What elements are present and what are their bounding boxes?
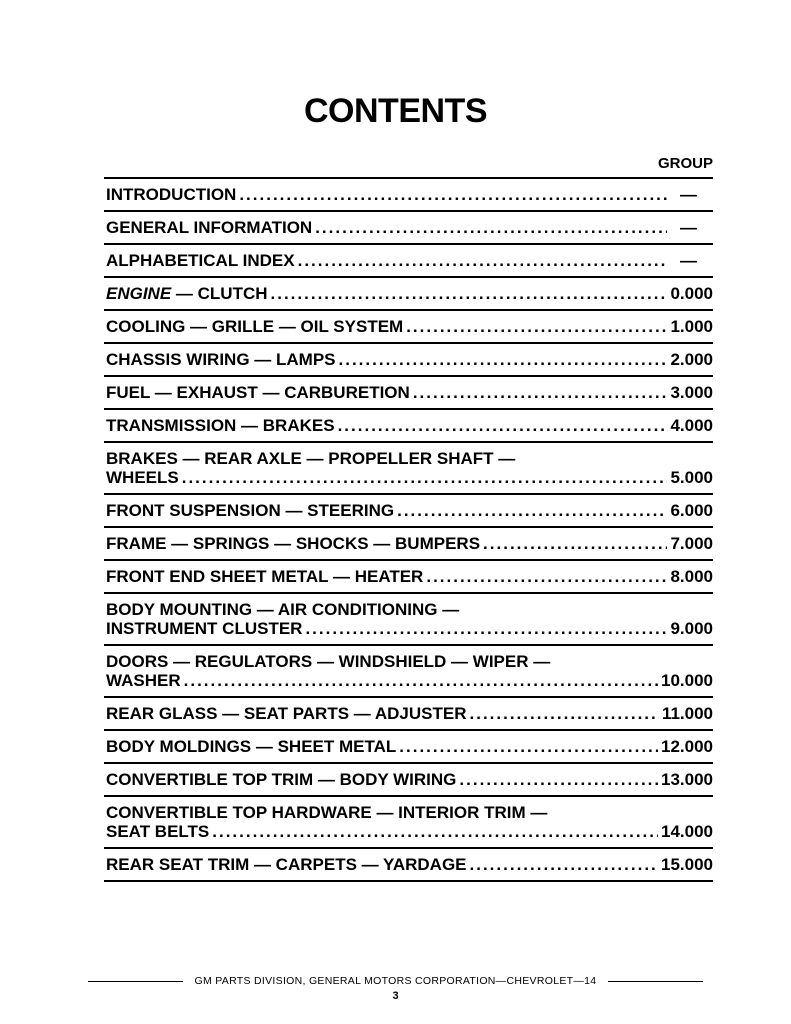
toc-entry-row: [106, 317, 713, 336]
toc-entry-group-number: 4.000: [670, 416, 713, 435]
toc-entry-group-number: 6.000: [670, 501, 713, 520]
toc-entry[interactable]: [104, 443, 713, 495]
toc-entry-row: [106, 501, 713, 520]
toc-entry-label-text: CHASSIS WIRING — LAMPS: [106, 350, 336, 369]
toc-entry-label-text: TRANSMISSION — BRAKES: [106, 416, 335, 435]
toc-entry-label: [106, 770, 456, 789]
toc-entry-group-number: 12.000: [661, 737, 713, 756]
toc-entry-group-number: 2.000: [670, 350, 713, 369]
toc-entry-row: [106, 770, 713, 789]
toc-entry-group-number: —: [680, 251, 697, 270]
toc-entry-group-number: 0.000: [670, 284, 713, 303]
dot-leader: [315, 218, 667, 237]
toc-entry-row: [106, 567, 713, 586]
toc-entry-label: [106, 218, 312, 237]
toc-entry-label: [106, 350, 336, 369]
toc-entry[interactable]: [104, 561, 713, 594]
dot-leader: [298, 251, 667, 270]
dot-leader: [470, 855, 658, 874]
toc-entry-row: [106, 251, 713, 270]
toc-entry-label-text: FRONT END SHEET METAL — HEATER: [106, 567, 424, 586]
toc-entry-label-text: INSTRUMENT CLUSTER: [106, 619, 303, 638]
toc-entry-label-text: FRAME — SPRINGS — SHOCKS — BUMPERS: [106, 534, 481, 553]
toc-entry-label-text: CONVERTIBLE TOP TRIM — BODY WIRING: [106, 770, 457, 789]
toc-entry-row: [106, 822, 713, 841]
toc-entry-title-line: BODY MOUNTING — AIR CONDITIONING —: [106, 600, 460, 619]
footer-rule-right: [608, 981, 703, 982]
toc-entry-label-text: WHEELS: [106, 468, 179, 487]
toc-entry-row: [106, 284, 713, 303]
toc-entry-group-number: 1.000: [670, 317, 713, 336]
table-of-contents: [104, 177, 713, 882]
toc-entry-label-text: FRONT SUSPENSION — STEERING: [106, 501, 395, 520]
toc-entry-label: [106, 619, 302, 638]
dot-leader: [239, 185, 667, 204]
toc-entry-label-text: REAR SEAT TRIM — CARPETS — YARDAGE: [106, 855, 467, 874]
dot-leader: [397, 501, 667, 520]
footer-rule-left: [88, 981, 183, 982]
toc-entry-label: [106, 822, 209, 841]
toc-entry-label: [106, 534, 480, 553]
toc-entry-label: [106, 468, 179, 487]
toc-entry-label-text: FUEL — EXHAUST — CARBURETION: [106, 383, 410, 402]
toc-entry-label-text: WASHER: [106, 671, 181, 690]
toc-entry-title-line: DOORS — REGULATORS — WINDSHIELD — WIPER —: [106, 652, 551, 671]
dot-leader: [339, 350, 668, 369]
toc-entry-label: [106, 737, 396, 756]
page-number: 3: [392, 990, 399, 1002]
toc-entry-label: [106, 704, 467, 723]
toc-entry[interactable]: [104, 344, 713, 377]
toc-entry-title-line: BRAKES — REAR AXLE — PROPELLER SHAFT —: [106, 449, 516, 468]
toc-entry-label-text: BODY MOLDINGS — SHEET METAL: [106, 737, 397, 756]
toc-entry-row: [106, 737, 713, 756]
toc-entry[interactable]: [104, 646, 713, 698]
toc-entry[interactable]: [104, 212, 713, 245]
toc-entry-row: [106, 534, 713, 553]
toc-entry-row: [106, 185, 713, 204]
toc-entry-group-number: 3.000: [670, 383, 713, 402]
toc-entry-label-text: — CLUTCH: [171, 284, 268, 303]
toc-entry-label: [106, 501, 394, 520]
group-column-header: GROUP: [657, 155, 713, 172]
toc-entry-label: [106, 383, 410, 402]
toc-entry-group-number: 15.000: [661, 855, 713, 874]
toc-entry-group-number: 7.000: [670, 534, 713, 553]
dot-leader: [470, 704, 659, 723]
toc-entry[interactable]: [104, 179, 713, 212]
toc-entry[interactable]: [104, 731, 713, 764]
toc-entry[interactable]: [104, 698, 713, 731]
toc-entry-label: [106, 284, 268, 303]
toc-entry-group-number: —: [680, 218, 697, 237]
toc-entry-row: [106, 350, 713, 369]
dot-leader: [399, 737, 658, 756]
toc-entry-row: [106, 619, 713, 638]
toc-entry-label: [106, 671, 181, 690]
toc-entry-group-number: 11.000: [661, 704, 713, 723]
toc-entry[interactable]: [104, 311, 713, 344]
toc-entry-row: [106, 218, 713, 237]
footer-text: GM PARTS DIVISION, GENERAL MOTORS CORPORATION—CHEVROLET—14: [194, 975, 597, 987]
dot-leader: [459, 770, 658, 789]
toc-entry-label: [106, 855, 467, 874]
toc-entry[interactable]: [104, 528, 713, 561]
toc-entry-title-line: CONVERTIBLE TOP HARDWARE — INTERIOR TRIM —: [106, 803, 548, 822]
toc-entry-label: [106, 185, 236, 204]
toc-entry-row: [106, 383, 713, 402]
toc-entry[interactable]: [104, 377, 713, 410]
toc-entry-label: [106, 416, 335, 435]
dot-leader: [271, 284, 668, 303]
toc-entry-label-text: INTRODUCTION: [106, 185, 237, 204]
toc-entry-label-text: GENERAL INFORMATION: [106, 218, 313, 237]
toc-entry-group-number: 14.000: [661, 822, 713, 841]
toc-entry-label: [106, 317, 403, 336]
toc-entry[interactable]: [104, 278, 713, 311]
dot-leader: [483, 534, 667, 553]
dot-leader: [426, 567, 667, 586]
dot-leader: [305, 619, 667, 638]
toc-entry-group-number: 8.000: [670, 567, 713, 586]
page-title: CONTENTS: [304, 92, 487, 130]
toc-entry-group-number: 9.000: [670, 619, 713, 638]
toc-entry-row: [106, 468, 713, 487]
toc-entry-row: [106, 704, 713, 723]
dot-leader: [406, 317, 667, 336]
toc-entry-label-text: REAR GLASS — SEAT PARTS — ADJUSTER: [106, 704, 467, 723]
dot-leader: [413, 383, 668, 402]
footer: [0, 975, 791, 987]
dot-leader: [212, 822, 658, 841]
toc-entry-row: [106, 416, 713, 435]
toc-entry[interactable]: [104, 797, 713, 849]
toc-entry[interactable]: [104, 495, 713, 528]
toc-entry-label-text: COOLING — GRILLE — OIL SYSTEM: [106, 317, 404, 336]
toc-entry-group-number: —: [680, 185, 697, 204]
toc-entry-group-number: 13.000: [661, 770, 713, 789]
toc-entry-row: [106, 671, 713, 690]
toc-entry-label-text: ALPHABETICAL INDEX: [106, 251, 295, 270]
dot-leader: [338, 416, 668, 435]
dot-leader: [184, 671, 658, 690]
toc-entry[interactable]: [104, 764, 713, 797]
toc-entry[interactable]: [104, 849, 713, 882]
toc-entry-label: [106, 567, 423, 586]
toc-entry-row: [106, 855, 713, 874]
toc-entry-group-number: 5.000: [670, 468, 713, 487]
toc-entry[interactable]: [104, 410, 713, 443]
toc-entry-label-italic: ENGINE: [106, 284, 172, 303]
dot-leader: [182, 468, 668, 487]
toc-entry-group-number: 10.000: [661, 671, 713, 690]
toc-entry-label-text: SEAT BELTS: [106, 822, 210, 841]
toc-entry-label: [106, 251, 295, 270]
toc-entry[interactable]: [104, 594, 713, 646]
toc-entry[interactable]: [104, 245, 713, 278]
